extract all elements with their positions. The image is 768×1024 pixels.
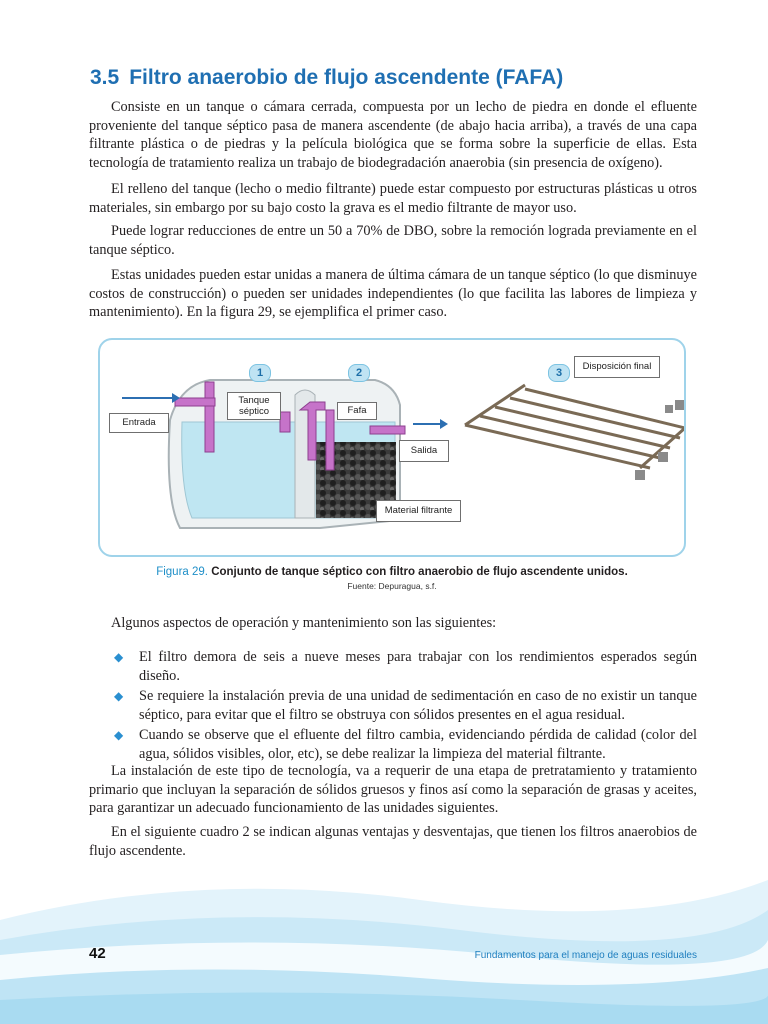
list-item: ◆ El filtro demora de seis a nueve meses para trabajar con los rendimientos esperados según diseño. [114, 649, 697, 684]
section-heading [90, 66, 563, 90]
list-item: ◆ Se requiere la instalación previa de una unidad de sedimentación en caso de no existir un tanque séptico, para evitar que el filtro se obstruya con sólidos presentes en el agua residual. [114, 688, 697, 723]
list-item: ◆ Cuando se observe que el efluente del filtro cambia, evidenciando pérdida de calidad (color del agua, sólidos visibles, olor, etc), se debe realizar la limpieza del material filtrante. [114, 727, 697, 762]
paragraph: Consiste en un tanque o cámara cerrada, compuesta por un lecho de piedra en donde el efluente proveniente del tanque séptico pasa de manera ascendente (de abajo hacia arriba), a través de una capa filtrante plástica o de piedras y la película biológica que se forma sobre la superficie de ellas. Esta tecnología de tratamiento realiza un trabajo de biodegradación anaerobia (sin presencia de oxígeno). [89, 99, 697, 171]
badge-3: 3 [548, 364, 570, 382]
running-title: Fundamentos para el manejo de aguas residuales [474, 950, 697, 961]
badge-2: 2 [348, 364, 370, 382]
bullet-icon: ◆ [114, 728, 124, 743]
label-fafa: Fafa [337, 402, 377, 420]
figure-29 [98, 338, 686, 557]
badge-1: 1 [249, 364, 271, 382]
paragraph: Puede lograr reducciones de entre un 50 a 70% de DBO, sobre la remoción lograda previamente en el tanque séptico. [89, 223, 697, 258]
bullet-icon: ◆ [114, 689, 124, 704]
page-number: 42 [89, 945, 106, 962]
paragraph: Estas unidades pueden estar unidas a manera de última cámara de un tanque séptico (lo que disminuye costos de construcción) o pueden ser unidades independientes (lo que facilita las labores de limpieza y mantenimiento). En la figura 29, se ejemplifica el primer caso. [89, 267, 697, 321]
footer-wave-decoration [0, 860, 768, 1024]
paragraph: En el siguiente cuadro 2 se indican algunas ventajas y desventajas, que tienen los filtros anaerobios de flujo ascendente. [89, 824, 697, 859]
label-salida: Salida [399, 440, 449, 462]
paragraph: El relleno del tanque (lecho o medio filtrante) puede estar compuesto por estructuras plásticas u otros materiales, sin embargo por su bajo costo la grava es el medio filtrante de mayor uso. [89, 181, 697, 216]
figure-number: Figura 29. [156, 566, 208, 578]
paragraph: La instalación de este tipo de tecnología, va a requerir de una etapa de pretratamiento y tratamiento primario que incluyan la separación de sólidos gruesos y finos así como la separación de grasas y aceites, para garantizar un adecuado funcionamiento de las unidades siguientes. [89, 763, 697, 817]
bullet-icon: ◆ [114, 650, 124, 664]
label-tanque-septico: Tanque séptico [227, 392, 281, 420]
maintenance-list [112, 648, 697, 766]
figure-source: Fuente: Depuragua, s.f. [347, 581, 437, 591]
label-entrada: Entrada [109, 413, 169, 433]
list-intro: Algunos aspectos de operación y mantenimiento son las siguientes: [111, 615, 497, 631]
section-title: Filtro anaerobio de flujo ascendente (FAFA) [129, 66, 564, 89]
figure-caption [98, 566, 686, 579]
section-number: 3.5 [90, 66, 120, 89]
label-disposicion-final: Disposición final [574, 356, 660, 378]
label-material-filtrante: Material filtrante [376, 500, 461, 522]
figure-caption-text: Conjunto de tanque séptico con filtro anaerobio de flujo ascendente unidos. [211, 566, 628, 578]
